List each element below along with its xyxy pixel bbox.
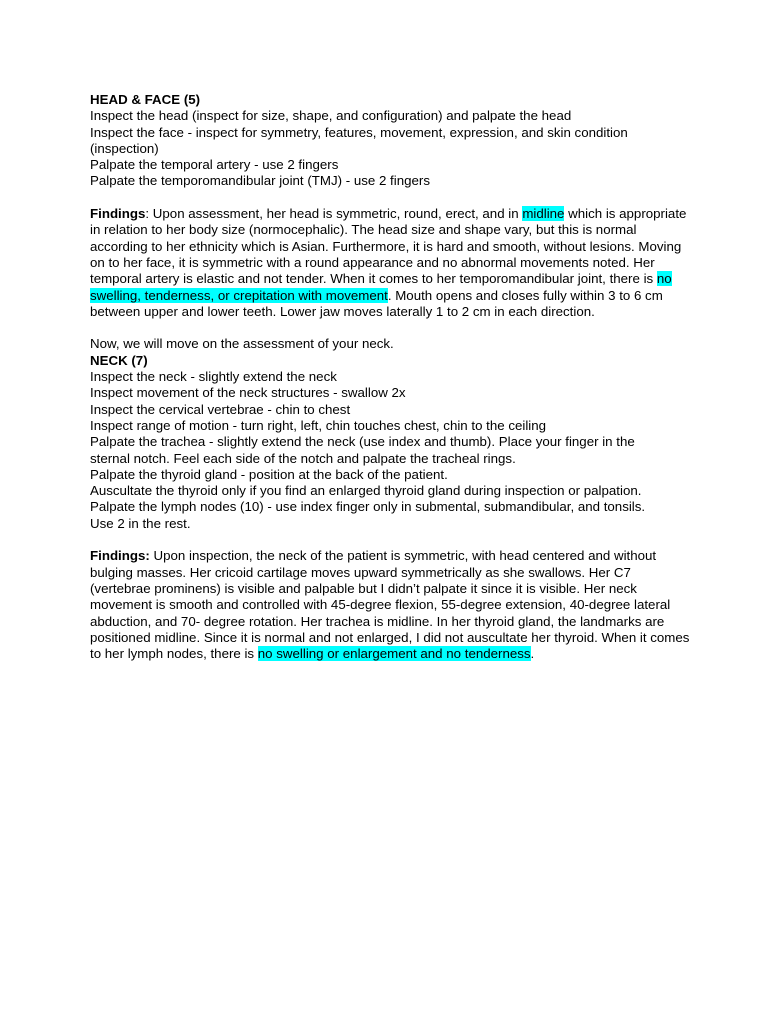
neck-instruction: Palpate the thyroid gland - position at the back of the patient. xyxy=(90,466,448,482)
neck-instruction: Inspect the neck - slightly extend the neck xyxy=(90,369,337,385)
neck-instruction: Inspect movement of the neck structures - swallow 2x xyxy=(90,385,406,401)
neck-instruction: Auscultate the thyroid only if you find an enlarged thyroid gland during inspection or palpation. xyxy=(90,483,642,499)
head-face-instruction: Palpate the temporal artery - use 2 fingers xyxy=(90,157,339,173)
document-body xyxy=(90,92,690,662)
highlighted-text: no swelling or enlargement and no tenderness xyxy=(257,646,531,662)
findings-text: : Upon assessment, her head is symmetric, round, erect, and in xyxy=(145,206,523,222)
findings-label: Findings xyxy=(90,206,146,222)
head-face-findings xyxy=(90,206,690,320)
head-face-heading: HEAD & FACE (5) xyxy=(90,92,201,107)
head-face-instruction: Palpate the temporomandibular joint (TMJ) - use 2 fingers xyxy=(90,173,430,189)
neck-instruction: Use 2 in the rest. xyxy=(90,515,191,531)
neck-heading: NECK (7) xyxy=(90,352,148,368)
head-face-instruction: Inspect the head (inspect for size, shape, and configuration) and palpate the head xyxy=(90,108,572,124)
findings-text: . xyxy=(530,646,535,662)
neck-instruction: Palpate the lymph nodes (10) - use index finger only in submental, submandibular, and tonsils. xyxy=(90,499,646,515)
paragraph-gap xyxy=(90,532,690,548)
neck-instruction: Inspect the cervical vertebrae - chin to chest xyxy=(90,401,351,417)
neck-instruction: Inspect range of motion - turn right, left, chin touches chest, chin to the ceiling xyxy=(90,417,547,433)
highlighted-text: midline xyxy=(522,206,565,222)
findings-text: which is appropriate in relation to her body size (normocephalic). The head size and shape vary, but this is normal according to her ethnicity which is Asian. Furthermore, it is hard and smooth, without lesions. Moving on to her face, it is symmetric with a round appearance and no abnormal movements noted. Her temporal artery is elastic and not tender. When it comes to her temporomandibular joint, there is xyxy=(90,206,687,287)
findings-text: . Mouth opens and closes fully within 3 to 6 cm between upper and lower teeth. Lower jaw moves laterally 1 to 2 cm in each direction. xyxy=(90,287,663,319)
neck-findings xyxy=(90,548,690,662)
transition-sentence: Now, we will move on the assessment of your neck. xyxy=(90,336,394,352)
neck-instruction: Palpate the trachea - slightly extend the neck (use index and thumb). Place your finger in the xyxy=(90,434,635,450)
highlighted-text: no swelling, tenderness, or crepitation with movement xyxy=(90,271,672,303)
neck-instruction: sternal notch. Feel each side of the notch and palpate the tracheal rings. xyxy=(90,450,516,466)
findings-text: Upon inspection, the neck of the patient is symmetric, with head centered and without bulging masses. Her cricoid cartilage moves upward symmetrically as she swallows. Her C7 (vertebrae prominens) is visible and palpable but I didn’t palpate it since it is visible. Her neck movement is smooth and controlled with 45-degree flexion, 55-degree extension, 40-degree lateral abduction, and 70- degree rotation. Her trachea is midline. In her thyroid gland, the landmarks are positioned midline. Since it is normal and not enlarged, I did not auscultate her thyroid. When it comes to her lymph nodes, there is xyxy=(90,548,690,662)
findings-label: Findings: xyxy=(90,548,150,564)
head-face-instruction: Inspect the face - inspect for symmetry, features, movement, expression, and skin condition xyxy=(90,124,628,140)
paragraph-gap xyxy=(90,190,690,206)
paragraph-gap xyxy=(90,320,690,336)
head-face-instruction: (inspection) xyxy=(90,140,159,156)
